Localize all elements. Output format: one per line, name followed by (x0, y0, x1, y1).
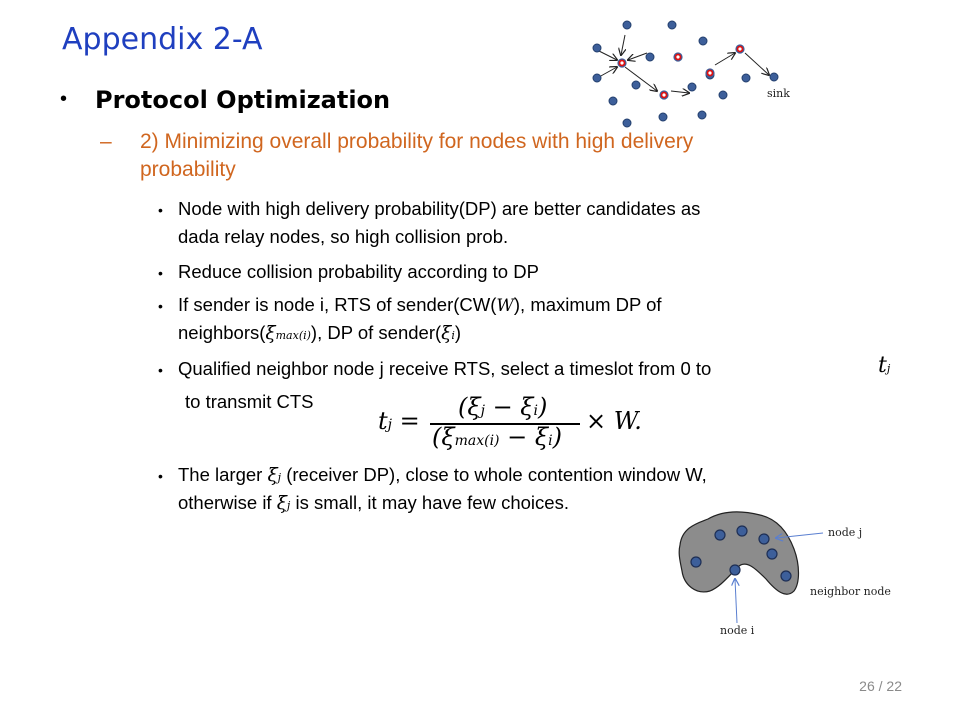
sub-dash: – (100, 130, 112, 153)
neighbor-node (737, 526, 747, 536)
bullet-3-text-c: neighbors( (178, 322, 266, 343)
sensor-node (646, 53, 654, 61)
tj-symbol (878, 352, 890, 378)
neighbor-node (691, 557, 701, 567)
bullet-4-continuation: to transmit CTS (185, 391, 314, 412)
num-end: ) (538, 393, 548, 421)
neighbor-node-label: neighbor node (810, 585, 891, 598)
num-sub-a: j (480, 403, 485, 419)
tj-sub: j (886, 362, 891, 375)
sensor-node (699, 37, 707, 45)
formula-denominator (432, 423, 562, 451)
arrow (715, 53, 735, 65)
num-mid: − ξ (484, 393, 534, 421)
sensor-node (688, 83, 696, 91)
slide-title: Appendix 2-A (62, 22, 263, 57)
arrow (621, 35, 625, 55)
sensor-node (623, 119, 631, 127)
arrow (628, 53, 647, 60)
formula-t-sub: j (387, 417, 392, 433)
subheading-line1: 2) Minimizing overall probability for nodes with high delivery (140, 130, 694, 153)
bullet-dot: • (158, 362, 163, 378)
node-i (730, 565, 740, 575)
formula-lhs: tj = (378, 407, 420, 435)
formula-numerator (458, 393, 547, 421)
bullet-5-text-b: (receiver DP), close to whole contention window W, (286, 464, 707, 485)
xi-j-symbol-2: ξ (276, 493, 287, 514)
relay-node-center (620, 61, 623, 64)
neighbor-diagram (670, 505, 900, 640)
bullet-1-line1: Node with high delivery probability(DP) are better candidates as (178, 198, 701, 219)
node-i-label: node i (720, 624, 755, 637)
node-i-pointer (735, 579, 737, 623)
num-a: (ξ (458, 393, 481, 421)
relay-node-center (708, 71, 711, 74)
bullet-3-text-d: ), DP of sender( (310, 322, 442, 343)
den-mid: − ξ (499, 423, 549, 451)
bullet-5-text-a: The larger (178, 464, 263, 485)
xi-j-subscript: j (277, 471, 282, 484)
sensor-node (742, 74, 750, 82)
bullet-5-line2 (178, 489, 569, 520)
xi-j-symbol: ξ (267, 465, 278, 486)
relay-node-center (738, 47, 741, 50)
node-j-label: node j (828, 526, 863, 539)
bullet-3-line2 (178, 319, 461, 350)
formula-rhs: × W. (586, 407, 642, 435)
xi-max-symbol: ξ (265, 323, 276, 344)
xi-i-symbol: ξ (441, 323, 452, 344)
den-a: (ξ (432, 423, 455, 451)
bullet-5-text-d: is small, it may have few choices. (295, 492, 569, 513)
bullet-3-line1 (178, 291, 662, 320)
bullet-3-text-e: ) (454, 322, 462, 343)
neighbor-node (781, 571, 791, 581)
bullet-4: Qualified neighbor node j receive RTS, select a timeslot from 0 to (178, 358, 712, 379)
bullet-dot: • (158, 265, 163, 281)
network-diagram (585, 15, 815, 130)
section-heading: Protocol Optimization (95, 86, 391, 114)
den-sub-b: i (548, 433, 553, 449)
bullet-1-line2: dada relay nodes, so high collision prob. (178, 226, 509, 247)
neighbor-node (759, 534, 769, 544)
sensor-node (623, 21, 631, 29)
sink-label: sink (767, 87, 790, 100)
num-sub-b: i (533, 403, 539, 419)
arrow (745, 53, 769, 75)
relay-node-center (676, 55, 679, 58)
tj-t: t (878, 353, 887, 378)
xi-j-subscript-2: j (286, 499, 291, 512)
w-symbol: W (496, 296, 514, 316)
sensor-node (719, 91, 727, 99)
sensor-node (659, 113, 667, 121)
neighbor-node (767, 549, 777, 559)
neighbor-node (715, 530, 725, 540)
bullet-5-line1 (178, 461, 707, 492)
arrow (625, 67, 657, 91)
bullet-3-text-b: ), maximum DP of (513, 294, 662, 315)
bullet-dot: • (60, 88, 68, 110)
den-sub-a: max(i) (454, 433, 500, 449)
subheading-line2: probability (140, 158, 236, 181)
bullet-dot: • (158, 298, 163, 314)
page-number: 26 / 22 (859, 678, 902, 694)
xi-i-subscript: i (451, 329, 455, 342)
arrow (599, 67, 617, 77)
bullet-dot: • (158, 468, 163, 484)
sensor-node (609, 97, 617, 105)
relay-node-center (662, 93, 665, 96)
sensor-node (698, 111, 706, 119)
bullet-dot: • (158, 202, 163, 218)
sensor-node (668, 21, 676, 29)
arrow (599, 51, 617, 60)
xi-max-subscript: max(i) (275, 329, 311, 342)
bullet-5-text-c: otherwise if (178, 492, 272, 513)
sensor-node (632, 81, 640, 89)
den-end: ) (552, 423, 562, 451)
formula-t: t (378, 407, 388, 435)
bullet-2: Reduce collision probability according to DP (178, 261, 539, 282)
arrow (671, 91, 689, 93)
bullet-3-text-a: If sender is node i, RTS of sender(CW( (178, 294, 497, 315)
sensor-node (770, 73, 778, 81)
sensor-node (593, 74, 601, 82)
neighbor-region (679, 512, 798, 594)
sensor-node (593, 44, 601, 52)
